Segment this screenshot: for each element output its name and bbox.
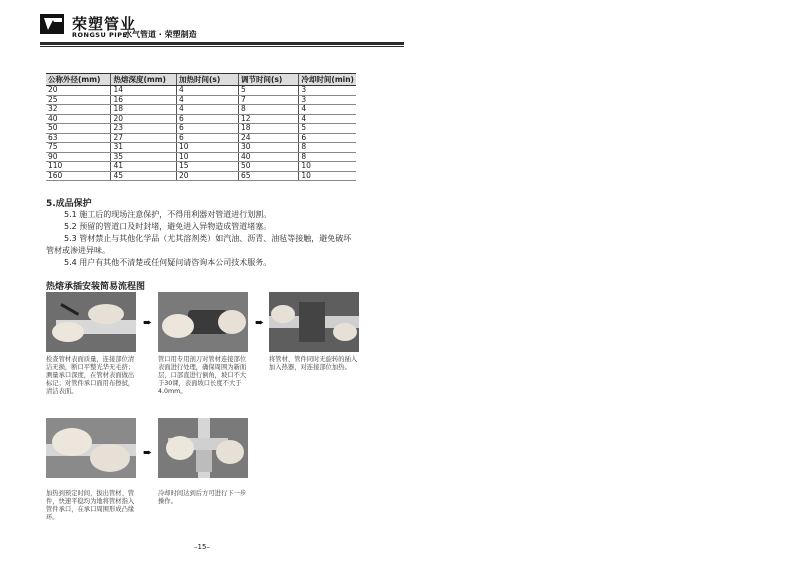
table-cell: 14 (111, 86, 176, 96)
table-cell: 20 (111, 114, 176, 124)
table-cell: 6 (176, 114, 238, 124)
step-arrow-2: ➨ (255, 316, 265, 329)
paragraph-5-2: 5.2 预留的管道口及时封堵，避免进入异物造成管道堵塞。 (64, 222, 272, 231)
col-header-cooling-time: 冷却时间(min) (299, 74, 356, 86)
table-cell: 7 (239, 95, 299, 105)
flow-chart-title: 热熔承插安装简易流程图 (46, 282, 146, 292)
paragraph-5-1: 5.1 施工后的现场注意保护，不得用利器对管道进行划割。 (64, 210, 272, 219)
table-cell: 10 (299, 162, 356, 172)
table-cell: 110 (46, 162, 111, 172)
table-cell: 65 (239, 171, 299, 181)
header-rule (40, 42, 404, 45)
step-4-photo (46, 418, 136, 478)
table-cell: 75 (46, 143, 111, 153)
paragraph-5-3: 5.3 管材禁止与其他化学品（尤其溶剂类）如汽油、沥青、油毡等接触，避免破坏管材或渗进异味。 (46, 234, 352, 255)
table-cell: 4 (176, 86, 238, 96)
rongsu-logo-icon (40, 12, 68, 36)
table-cell: 16 (111, 95, 176, 105)
table-cell: 4 (176, 105, 238, 115)
table-row (46, 95, 356, 105)
table-row (46, 114, 356, 124)
table-cell: 50 (46, 124, 111, 134)
step-2-photo (158, 292, 248, 352)
table-cell: 41 (111, 162, 176, 172)
step-arrow-3: ➨ (143, 446, 153, 459)
table-cell: 25 (46, 95, 111, 105)
table-cell: 5 (299, 124, 356, 134)
table-cell: 45 (111, 171, 176, 181)
step-1-caption: 检查管材表面质量，连接部位清洁无损，断口平整光华无毛挤；测量承口深度，在管材表面做出标记；对管件承口面用布擦拭，清洁表面。 (46, 356, 135, 395)
table-cell: 10 (299, 171, 356, 181)
col-header-melt-depth: 热熔深度(mm) (111, 74, 176, 86)
brand-name-cn: 荣塑管业 (72, 15, 137, 33)
step-5-photo (158, 418, 248, 478)
table-cell: 6 (299, 133, 356, 143)
table-cell: 4 (299, 105, 356, 115)
table-cell: 20 (176, 171, 238, 181)
step-4-caption: 加热到预定时间，拔出管材、管件，快速平稳均为地将管材指入管件承口，在承口周围形成凸缘环。 (46, 490, 135, 521)
table-row (46, 143, 356, 153)
table-cell: 3 (299, 86, 356, 96)
table-cell: 31 (111, 143, 176, 153)
table-cell: 10 (176, 143, 238, 153)
table-row (46, 162, 356, 172)
col-header-heating-time: 加热时间(s) (176, 74, 238, 86)
table-cell: 40 (239, 152, 299, 162)
table-cell: 40 (46, 114, 111, 124)
table-cell: 4 (299, 114, 356, 124)
table-cell: 23 (111, 124, 176, 134)
table-cell: 30 (239, 143, 299, 153)
table-row (46, 105, 356, 115)
table-header-row (46, 74, 356, 86)
table-row (46, 86, 356, 96)
page-number: –15– (194, 543, 210, 551)
table-cell: 4 (176, 95, 238, 105)
table-cell: 24 (239, 133, 299, 143)
table-cell: 8 (239, 105, 299, 115)
table-cell: 32 (46, 105, 111, 115)
table-cell: 3 (299, 95, 356, 105)
step-arrow-1: ➨ (143, 316, 153, 329)
brand-name-en: RONGSU PIPE (72, 31, 128, 39)
table-row (46, 171, 356, 181)
table-cell: 63 (46, 133, 111, 143)
table-cell: 90 (46, 152, 111, 162)
table-cell: 6 (176, 133, 238, 143)
step-2-caption: 管口用专用剖刀对管材连接部位表面进行处理，确保周围为新面层，口部直进行倒角，坡口不大于30课，表面坡口长度不大于4.0mm。 (158, 356, 247, 395)
table-cell: 20 (46, 86, 111, 96)
table-cell: 18 (239, 124, 299, 134)
section-title: 5.成品保护 (46, 199, 92, 209)
header-rule-thin (40, 46, 404, 47)
col-header-outer-diameter: 公称外径(mm) (46, 74, 111, 86)
col-header-adjust-time: 调节时间(s) (239, 74, 299, 86)
table-row (46, 124, 356, 134)
step-3-photo (269, 292, 359, 352)
step-3-caption: 将管材、管件同时无旋转的插入加入热器，对连接部位加热。 (269, 356, 358, 371)
table-cell: 50 (239, 162, 299, 172)
table-cell: 10 (176, 152, 238, 162)
hot-melt-parameter-table (46, 73, 356, 181)
table-cell: 160 (46, 171, 111, 181)
step-5-caption: 冷却时间达到后方可进行下一步操作。 (158, 490, 247, 505)
table-cell: 15 (176, 162, 238, 172)
table-cell: 27 (111, 133, 176, 143)
table-row (46, 133, 356, 143)
brand-slogan: 水气管道 · 荣塑制造 (124, 30, 197, 39)
table-cell: 12 (239, 114, 299, 124)
step-1-photo (46, 292, 136, 352)
table-cell: 8 (299, 143, 356, 153)
table-cell: 5 (239, 86, 299, 96)
table-cell: 8 (299, 152, 356, 162)
table-cell: 35 (111, 152, 176, 162)
table-cell: 6 (176, 124, 238, 134)
paragraph-5-4: 5.4 用户有其他不清楚或任何疑问请咨询本公司技术服务。 (64, 258, 272, 267)
table-cell: 18 (111, 105, 176, 115)
